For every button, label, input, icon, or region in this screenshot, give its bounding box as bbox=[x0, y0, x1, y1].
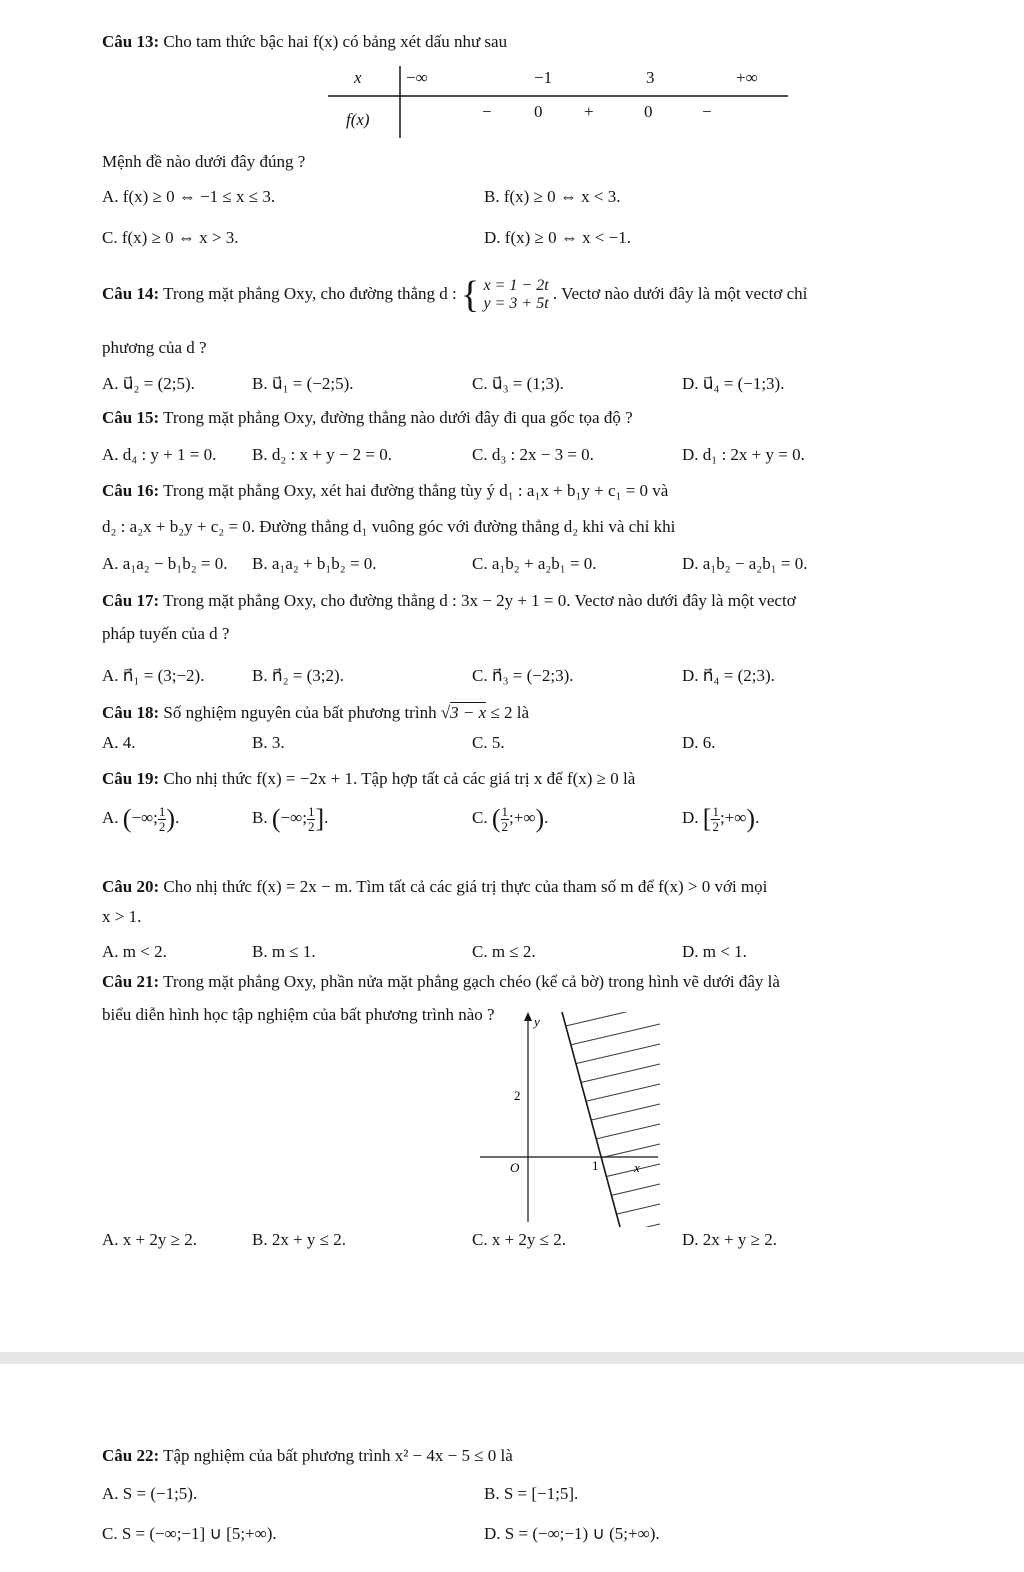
question-13 bbox=[102, 30, 992, 54]
option-d[interactable]: D. S = (−∞;−1) ∪ (5;+∞). bbox=[484, 1524, 660, 1543]
options-row bbox=[102, 798, 1002, 838]
option-c[interactable]: C. 5. bbox=[472, 733, 505, 752]
question-text: Tập nghiệm của bất phương trình x² − 4x − 5 ≤ 0 là bbox=[163, 1446, 513, 1465]
question-18 bbox=[102, 701, 992, 725]
option-a[interactable]: A. 4. bbox=[102, 733, 136, 752]
option-d[interactable]: D. n⃗₄ = (2;3). bbox=[682, 666, 775, 685]
question-label: Câu 22: bbox=[102, 1446, 160, 1465]
option-b[interactable]: B. u⃗₁ = (−2;5). bbox=[252, 374, 354, 393]
question-label: Câu 17: bbox=[102, 591, 160, 610]
question-14 bbox=[102, 270, 992, 318]
option-d[interactable]: D. u⃗₄ = (−1;3). bbox=[682, 374, 785, 393]
question-text: Cho tam thức bậc hai f(x) có bảng xét dấu như sau bbox=[163, 32, 508, 51]
option-b[interactable]: B. a₁a₂ + b₁b₂ = 0. bbox=[252, 554, 377, 573]
question-text: Trong mặt phẳng Oxy, cho đường thẳng d : 3x − 2y + 1 = 0. Vectơ nào dưới đây là một vectơ bbox=[163, 591, 796, 610]
option-b[interactable]: B. (−∞; $\frac{1}{2}$ ]. bbox=[252, 803, 329, 834]
table-x-head: x bbox=[354, 68, 362, 87]
origin-label: O bbox=[510, 1160, 520, 1175]
option-b[interactable]: B. 2x + y ≤ 2. bbox=[252, 1230, 347, 1249]
option-letter: C. bbox=[472, 808, 488, 827]
question-text: Cho nhị thức f(x) = 2x − m. Tìm tất cả các giá trị thực của tham số m để f(x) > 0 với mọi bbox=[163, 877, 768, 896]
question-19 bbox=[102, 767, 992, 791]
question-17 bbox=[102, 589, 992, 613]
question-21-cont: biểu diễn hình học tập nghiệm của bất phương trình nào ? bbox=[102, 1005, 495, 1024]
option-b[interactable]: B. d₂ : x + y − 2 = 0. bbox=[252, 445, 393, 464]
options-row bbox=[102, 1482, 1002, 1506]
y-label: y bbox=[534, 1014, 540, 1029]
hatch-lines bbox=[540, 1012, 660, 1227]
option-b[interactable]: B. 3. bbox=[252, 733, 285, 752]
question-label: Câu 18: bbox=[102, 703, 160, 722]
question-13-prompt: Mệnh đề nào dưới đây đúng ? bbox=[102, 152, 306, 171]
options-row bbox=[102, 185, 1002, 209]
question-14-cont: phương của d ? bbox=[102, 338, 207, 357]
question-text: Trong mặt phẳng Oxy, đường thẳng nào dưới đây đi qua gốc tọa độ ? bbox=[163, 408, 633, 427]
system-line: x = 1 − 2t bbox=[483, 277, 549, 295]
options-row bbox=[102, 552, 1002, 576]
interval-part: ;+∞ bbox=[719, 808, 747, 827]
question-label: Câu 19: bbox=[102, 769, 160, 788]
question-15 bbox=[102, 406, 992, 430]
question-text: ≤ 2 là bbox=[490, 703, 530, 722]
sign-table-text bbox=[322, 62, 792, 142]
option-d[interactable]: D. 6. bbox=[682, 733, 716, 752]
question-label: Câu 16: bbox=[102, 481, 160, 500]
options-row bbox=[102, 1522, 1002, 1546]
question-label: Câu 20: bbox=[102, 877, 160, 896]
fraction: $\frac{1}{2}$ bbox=[307, 803, 315, 834]
option-c[interactable]: C. n⃗₃ = (−2;3). bbox=[472, 666, 574, 685]
question-20 bbox=[102, 875, 992, 899]
option-b[interactable]: B. n⃗₂ = (3;2). bbox=[252, 666, 344, 685]
option-a[interactable]: A. f(x) ≥ 0 ⇔ −1 ≤ x ≤ 3. bbox=[102, 187, 276, 206]
table-x-val: −∞ bbox=[406, 68, 428, 87]
option-d[interactable]: D. a₁b₂ − a₂b₁ = 0. bbox=[682, 554, 808, 573]
option-a[interactable]: A. d₄ : y + 1 = 0. bbox=[102, 445, 217, 464]
option-d[interactable]: D. [ $\frac{1}{2}$ ;+∞). bbox=[682, 803, 760, 834]
question-text: Trong mặt phẳng Oxy, cho đường thẳng d : bbox=[163, 284, 457, 303]
option-letter: D. bbox=[682, 808, 699, 827]
question-22 bbox=[102, 1444, 992, 1468]
option-c[interactable]: C. u⃗₃ = (1;3). bbox=[472, 374, 564, 393]
question-label: Câu 13: bbox=[102, 32, 160, 51]
question-16 bbox=[102, 479, 992, 503]
option-b[interactable]: B. m ≤ 1. bbox=[252, 942, 316, 961]
question-20-cont: x > 1. bbox=[102, 907, 142, 926]
exam-page-bottom bbox=[0, 1364, 1024, 1572]
table-x-val: 3 bbox=[646, 68, 655, 87]
table-sign: 0 bbox=[534, 102, 543, 121]
radicand: 3 − x bbox=[450, 703, 487, 722]
table-x-val: −1 bbox=[534, 68, 553, 87]
tick-x-label: 1 bbox=[592, 1158, 599, 1173]
system-line: y = 3 + 5t bbox=[483, 295, 549, 313]
parametric-system bbox=[484, 277, 549, 313]
table-sign: 0 bbox=[644, 102, 653, 121]
option-c[interactable]: C. S = (−∞;−1] ∪ [5;+∞). bbox=[102, 1524, 277, 1543]
option-c[interactable]: C. x + 2y ≤ 2. bbox=[472, 1230, 567, 1249]
option-d[interactable]: D. d₁ : 2x + y = 0. bbox=[682, 445, 805, 464]
option-b[interactable]: B. f(x) ≥ 0 ⇔ x < 3. bbox=[484, 187, 621, 206]
tick-y-label: 2 bbox=[514, 1088, 521, 1103]
option-a[interactable]: A. S = (−1;5). bbox=[102, 1484, 198, 1503]
question-text: Trong mặt phẳng Oxy, xét hai đường thẳng tùy ý d₁ : a₁x + b₁y + c₁ = 0 và bbox=[163, 481, 669, 500]
fraction: $\frac{1}{2}$ bbox=[712, 803, 719, 834]
option-d[interactable]: D. f(x) ≥ 0 ⇔ x < −1. bbox=[484, 228, 632, 247]
y-arrow bbox=[524, 1012, 532, 1021]
table-x-val: +∞ bbox=[736, 68, 758, 87]
fraction: $\frac{1}{2}$ bbox=[158, 803, 166, 834]
option-a[interactable]: A. u⃗₂ = (2;5). bbox=[102, 374, 195, 393]
options-row bbox=[102, 664, 1002, 688]
option-c[interactable]: C. m ≤ 2. bbox=[472, 942, 536, 961]
interval-part: −∞; bbox=[131, 808, 158, 827]
option-a[interactable]: A. (−∞; $\frac{1}{2}$ ). bbox=[102, 803, 180, 834]
question-text: Trong mặt phẳng Oxy, phần nửa mặt phẳng gạch chéo (kể cả bờ) trong hình vẽ dưới đây là bbox=[163, 972, 780, 991]
page-separator bbox=[0, 1352, 1024, 1364]
options-row bbox=[102, 443, 1002, 467]
table-fx-head: f(x) bbox=[346, 110, 370, 129]
x-label: x bbox=[634, 1160, 640, 1175]
sqrt-symbol: √ bbox=[440, 703, 451, 722]
question-text: Cho nhị thức f(x) = −2x + 1. Tập hợp tất cả các giá trị x để f(x) ≥ 0 là bbox=[163, 769, 636, 788]
option-c[interactable]: C. ( $\frac{1}{2}$ ;+∞). bbox=[472, 803, 549, 834]
interval-part: −∞; bbox=[280, 808, 307, 827]
option-a[interactable]: A. m < 2. bbox=[102, 942, 167, 961]
options-row bbox=[102, 731, 1002, 755]
question-17-cont: pháp tuyến của d ? bbox=[102, 624, 230, 643]
half-plane-graph bbox=[480, 1012, 660, 1227]
option-b[interactable]: B. S = [−1;5]. bbox=[484, 1484, 579, 1503]
option-a[interactable]: A. a₁a₂ − b₁b₂ = 0. bbox=[102, 554, 228, 573]
fraction: $\frac{1}{2}$ bbox=[501, 803, 509, 834]
question-label: Câu 15: bbox=[102, 408, 160, 427]
option-c[interactable]: C. f(x) ≥ 0 ⇔ x > 3. bbox=[102, 228, 239, 247]
question-text: . Vectơ nào dưới đây là một vectơ chỉ bbox=[552, 284, 808, 303]
table-sign: + bbox=[584, 102, 594, 121]
option-a[interactable]: A. x + 2y ≥ 2. bbox=[102, 1230, 197, 1249]
question-label: Câu 21: bbox=[102, 972, 160, 991]
option-c[interactable]: C. a₁b₂ + a₂b₁ = 0. bbox=[472, 554, 597, 573]
options-row bbox=[102, 372, 1002, 396]
option-d[interactable]: D. m < 1. bbox=[682, 942, 747, 961]
question-label: Câu 14: bbox=[102, 284, 160, 303]
boundary-line bbox=[562, 1012, 620, 1227]
system-brace: { bbox=[461, 274, 480, 317]
options-row bbox=[102, 1228, 1002, 1252]
option-d[interactable]: D. 2x + y ≥ 2. bbox=[682, 1230, 777, 1249]
option-a[interactable]: A. n⃗₁ = (3;−2). bbox=[102, 666, 205, 685]
options-row bbox=[102, 940, 1002, 964]
table-sign: − bbox=[482, 102, 492, 121]
option-letter: A. bbox=[102, 808, 119, 827]
option-letter: B. bbox=[252, 808, 268, 827]
options-row bbox=[102, 226, 1002, 250]
question-text: Số nghiệm nguyên của bất phương trình bbox=[163, 703, 437, 722]
question-21 bbox=[102, 970, 992, 994]
option-c[interactable]: C. d₃ : 2x − 3 = 0. bbox=[472, 445, 594, 464]
interval-part: ;+∞ bbox=[509, 808, 536, 827]
question-16-cont: d₂ : a₂x + b₂y + c₂ = 0. Đường thẳng d₁ vuông góc với đường thẳng d₂ khi và chỉ khi bbox=[102, 517, 676, 536]
table-sign: − bbox=[702, 102, 712, 121]
